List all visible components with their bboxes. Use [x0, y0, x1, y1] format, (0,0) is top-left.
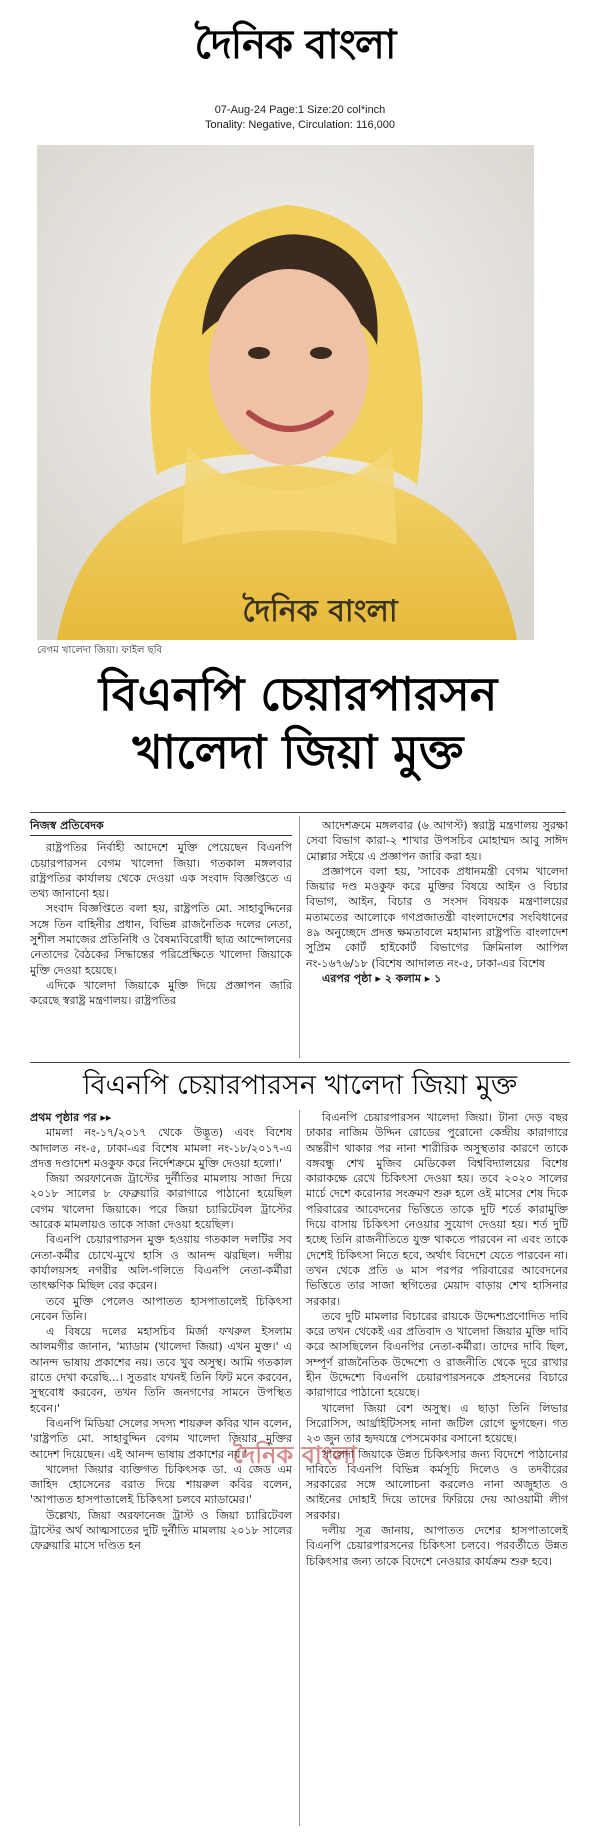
continuation-paragraph: দলীয় সূত্র জানায়, আপাতত দেশের হাসপাতালেই বিএনপি চেয়ারপারসনের চিকিৎসা চলবে। পরবর্তীতে উন্নত চিকিৎসার জন্য তাকে বিদেশে নেওয়ার কার্যক্রম শুরু হবে। — [306, 1524, 568, 1568]
portrait-photo — [37, 145, 534, 640]
lead-right-column — [306, 818, 568, 986]
continuation-headline: বিএনপি চেয়ারপারসন খালেদা জিয়া মুক্ত — [82, 1070, 518, 1101]
photo-watermark: দৈনিক বাংলা — [242, 594, 398, 629]
lead-paragraph: প্রজ্ঞাপনে বলা হয়, 'সাবেক প্রধানমন্ত্রী বেগম খালেদা জিয়ার দণ্ড মওকুফ করে মুক্তির বিষয়ে আইন ও বিচার বিভাগ, আইন, বিচার ও সংসদ বিষয়ক মন্ত্রণালয়ের মতামতের আলোকে গণপ্রজাতন্ত্রী বাংলাদেশের সংবিধানের ৪৯ অনুচ্ছেদে প্রদত্ত ক্ষমতাবলে মহামান্য রাষ্ট্রপতি বাংলাদেশ সুপ্রিম কোর্ট হাইকোর্ট বিভাগের ক্রিমিনাল আপিল নং-১৬৭৬/১৮ (বিশেষ আদালত নং-৫, ঢাকা-এর বিশেষ — [306, 864, 568, 970]
main-headline — [30, 665, 566, 781]
continuation-paragraph: এ বিষয়ে দলের মহাসচিব মির্জা ফখরুল ইসলাম আলমগীর জানান, 'ম্যাডাম (খালেদা জিয়া) এখন মুক্ত।' এ আনন্দ ভাষায় প্রকাশের নয়। তবে খুব অসুস্থ। আমি গতকাল রাতে দেখা করেছি...। সুতরাং যখনই তিনি ফিট মনে করবেন, সুস্থবোধ করবেন, তখন তিনি জনগণের সামনে উপস্থিত হবেন।' — [30, 1325, 292, 1415]
lead-paragraph: আদেশক্রমে মঙ্গলবার (৬ আগস্ট) স্বরাষ্ট্র মন্ত্রণালয় সুরক্ষা সেবা বিভাগ কারা-২ শাখার উপসচিব মোহাম্মদ আবু সাঈদ মোল্লার সইয়ে এ প্রজ্ঞাপন জারি করা হয়। — [306, 819, 568, 863]
main-headline-line-1: বিএনপি চেয়ারপারসন — [98, 667, 498, 721]
headline-divider — [30, 812, 566, 813]
section-divider — [30, 1062, 570, 1063]
lead-paragraph: রাষ্ট্রপতির নির্বাহী আদেশে মুক্তি পেয়েছেন বিএনপি চেয়ারপারসন বেগম খালেদা জিয়া। গতকাল মঙ্গলবার রাষ্ট্রপতির কার্যালয় থেকে দেওয়া এক সংবাদ বিজ্ঞপ্তিতে এ তথ্য জানানো হয়। — [30, 841, 292, 901]
continuation-paragraph: খালেদা জিয়াকে উন্নত চিকিৎসার জন্য বিদেশে পাঠানোর দাবিতে বিএনপি বিভিন্ন কর্মসূচি দিলেও ও তদবীরের সরকারের সঙ্গে আলোচনা করলেও নানা অজুহাত ও আইনের দোহাই দিয়ে তাদের ফিরিয়ে দেয় আওয়ামী লীগ সরকার। — [306, 1447, 568, 1522]
continuation-paragraph: খালেদা জিয়ার ব্যক্তিগত চিকিৎসক ডা. এ জেড এম জাহিদ হোসেনের বরাত দিয়ে শায়রুল কবির বলেন, 'আপাতত হাসপাতালেই চিকিৎসা চলবে ম্যাডামের।' — [30, 1462, 292, 1507]
continuation-paragraph: বিএনপি চেয়ারপারসন মুক্ত হওয়ায় গতকাল দলটির সব নেতা-কর্মীর চোখে-মুখে হাসি ও আনন্দ ঝরছিল। দলীয় কার্যালয়সহ নগরীর অলি-গলিতে বিএনপি নেতা-কর্মীরা তাৎক্ষণিক মিছিল বের করেন। — [30, 1233, 292, 1293]
continuation-paragraph: বিএনপি মিডিয়া সেলের সদস্য শায়রুল কবির খান বলেন, 'রাষ্ট্রপতি মো. সাহাবুদ্দিন বেগম খালেদা জিয়ার মুক্তির আদেশ দিয়েছেন। এই আনন্দ ভাষায় প্রকাশের নয়।' — [30, 1416, 292, 1461]
newspaper-masthead: দৈনিক বাংলা — [194, 21, 396, 68]
clipping-meta-line-2: Tonality: Negative, Circulation: 116,000 — [205, 119, 395, 131]
continuation-paragraph: তবে মুক্তি পেলেও আপাতত হাসপাতালেই চিকিৎসা নেবেন তিনি। — [30, 1294, 292, 1323]
continuation-paragraph: মামলা নং-১৭/২০১৭ থেকে উদ্ভূত) এবং বিশেষ আদালত নং-৫, ঢাকা-এর বিশেষ মামলা নং-১৮/২০১৭-এ প্রদত্ত দণ্ডাদেশ মওকুফ করে নির্দেশক্রমে মুক্তি দেওয়া হলো।' — [30, 1126, 292, 1170]
continued-from-label: প্রথম পৃষ্ঠার পর ▸▸ — [30, 1111, 112, 1124]
continuation-paragraph: তবে দুটি মামলার বিচারের রায়কে উদ্দেশ্যপ্রণোদিত দাবি করে তখন থেকেই এর প্রতিবাদ ও খালেদা জিয়ার মুক্তি দাবি করে আসছিলেন বিএনপির নেতা-কর্মীরা। তাদের দাবি ছিল, সম্পূর্ণ রাজনৈতিক উদ্দেশ্যে ও রাজনীতি থেকে দূরে রাখার হীন উদ্দেশ্যে বিএনপি চেয়ারপারসনকে প্রহসনের বিচারে কারাগারে পাঠানো হয়েছে। — [306, 1309, 568, 1400]
continuation-paragraph: উল্লেখ্য, জিয়া অরফানেজ ট্রাস্ট ও জিয়া চ্যারিটেবল ট্রাস্টের অর্থ আত্মসাতের দুটি দুর্নীতি মামলায় ২০১৮ সালের ফেব্রুয়ারি মাসে দণ্ডিত হন — [30, 1508, 292, 1553]
continued-on-label: এরপর পৃষ্ঠা ▸ ২ কলাম ▸ ১ — [322, 971, 442, 985]
lead-paragraph: সংবাদ বিজ্ঞপ্তিতে বলা হয়, রাষ্ট্রপতি মো. সাহাবুদ্দিনের সঙ্গে তিন বাহিনীর প্রধান, বিভিন্ন রাজনৈতিক দলের নেতা, সুশীল সমাজের প্রতিনিধি ও বৈষম্যবিরোধী ছাত্র আন্দোলনের নেতাদের বৈঠকের সিদ্ধান্তের পরিপ্রেক্ষিতে খালেদা জিয়াকে মুক্তি দেওয়া হয়েছে। — [30, 902, 292, 977]
clipping-meta — [160, 103, 440, 133]
lead-paragraph: এদিকে খালেদা জিয়াকে মুক্তি দিয়ে প্রজ্ঞাপন জারি করেছে স্বরাষ্ট্র মন্ত্রণালয়। রাষ্ট্রপতির — [30, 978, 292, 1008]
continuation-right-column — [306, 1110, 568, 1569]
main-headline-line-2: খালেদা জিয়া মুক্ত — [132, 725, 464, 779]
portrait-illustration — [37, 145, 534, 640]
clipping-meta-line-1: 07-Aug-24 Page:1 Size:20 col*inch — [214, 104, 386, 116]
photo-caption: বেগম খালেদা জিয়া। ফাইল ছবি — [37, 645, 163, 656]
byline: নিজস্ব প্রতিবেদক — [30, 818, 292, 836]
continuation-paragraph: বিএনপি চেয়ারপারসন খালেদা জিয়া। টানা দেড় বছর ঢাকার নাজিম উদ্দিন রোডের পুরোনো কেন্দ্রীয় কারাগারে অন্তরীণ থাকার পর নানা শারীরিক অসুস্থতার কারণে তাকে বঙ্গবন্ধু শেখ মুজিব মেডিকেল বিশ্ববিদ্যালয়ের বিশেষ কারাকক্ষে রেখে চিকিৎসা দেওয়া হয়। তবে ২০২০ সালের মার্চে দেশে করোনার সংক্রমণ শুরু হলে ওই মাসের শেষ দিকে পরিবারের আবেদনের ভিত্তিতে তাকে দুটি শর্তে কারামুক্তি দিয়ে বাসায় চিকিৎসা নেওয়ার সুযোগ দেওয়া হয়। শর্ত দুটি হচ্ছে তিনি রাজনীতিতে যুক্ত থাকতে পারবেন না এবং তাকে দেশেই চিকিৎসা নিতে হবে, অর্থাৎ বিদেশে যেতে পারবেন না। তখন থেকে প্রতি ৬ মাস পরপর পরিবারের আবেদনের ভিত্তিতে তার সাজা স্থগিতের মেয়াদ বাড়ায় শেখ হাসিনার সরকার। — [306, 1111, 568, 1308]
continuation-paragraph: খালেদা জিয়া বেশ অসুস্থ। এ ছাড়া তিনি লিভার সিরোসিস, আর্থ্রাইটিসসহ নানা জটিল রোগে ভুগছেন। গত ২৩ জুন তার হৃদযন্ত্রে পেসমেকার বসানো হয়েছে। — [306, 1401, 568, 1446]
continuation-paragraph: জিয়া অরফানেজ ট্রাস্টের দুর্নীতির মামলায় সাজা দিয়ে ২০১৮ সালের ৮ ফেব্রুয়ারি কারাগারে পাঠানো হয়েছিল বেগম খালেদা জিয়াকে। পরে জিয়া চ্যারিটেবল ট্রাস্টের আরেক মামলায়ও তাকে সাজা দেওয়া হয়েছিল। — [30, 1172, 292, 1232]
publication-stamp: দৈনিক বাংলা — [232, 1440, 358, 1469]
continuation-left-column — [30, 1110, 292, 1554]
column-divider — [299, 816, 300, 1058]
lead-left-column — [30, 818, 292, 1009]
